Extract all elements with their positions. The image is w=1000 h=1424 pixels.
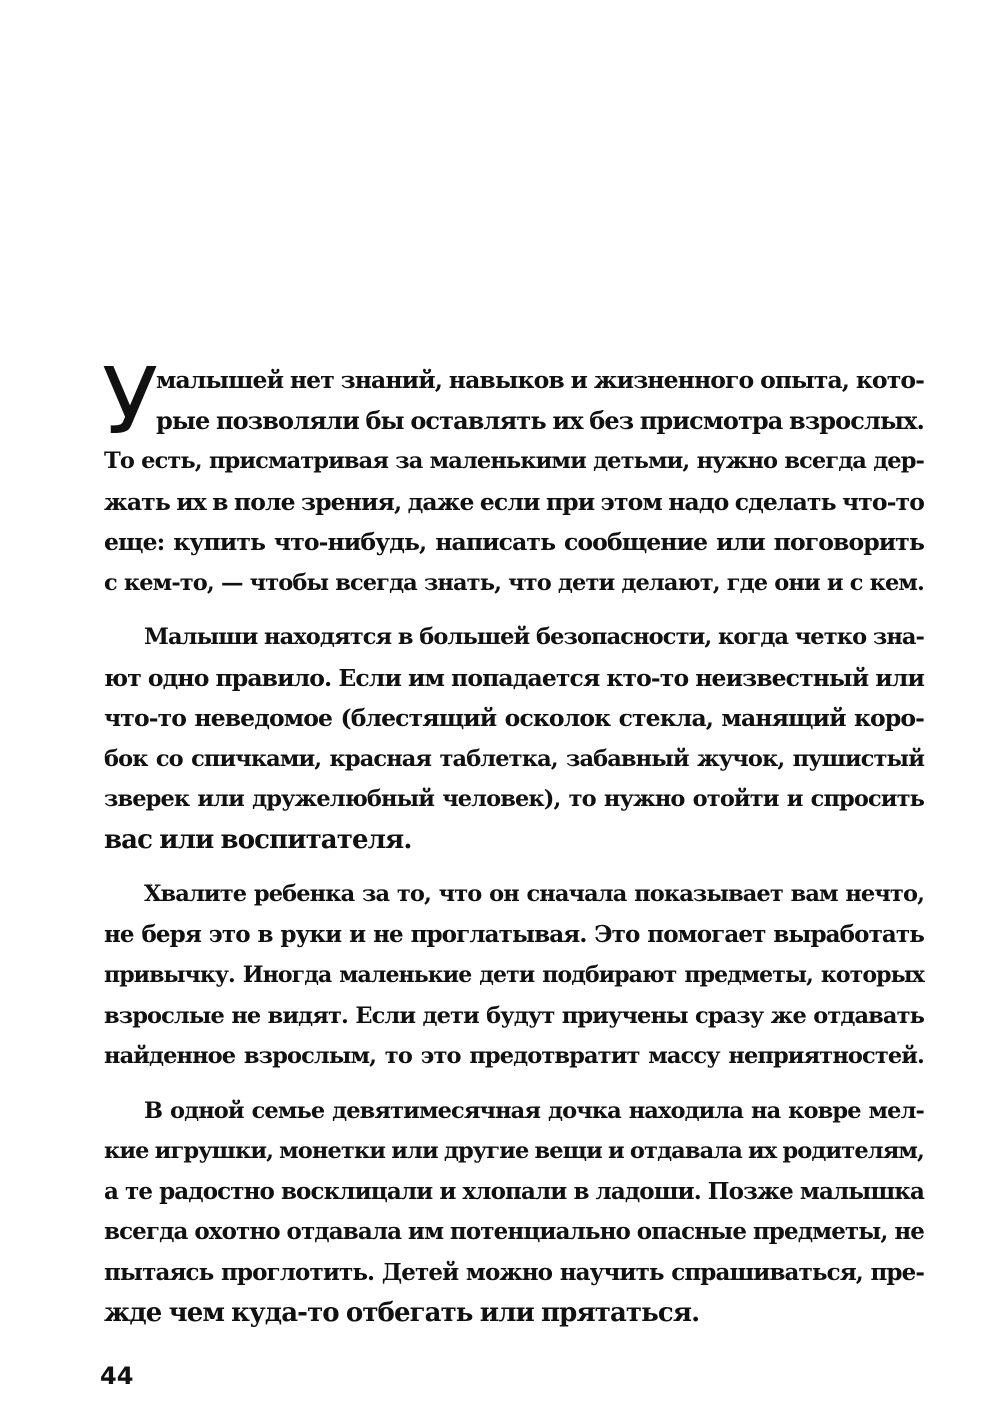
text-line: То есть, присматривая за маленькими детьми, нужно всегда дер-	[104, 448, 924, 474]
text-line: пытаясь проглотить. Детей можно научить спрашиваться, пре-	[104, 1258, 924, 1286]
paragraph-3	[104, 874, 924, 1077]
body-text	[102, 348, 924, 1348]
text-line: Малыши находятся в большей безопасности, когда четко зна-	[144, 624, 924, 650]
text-line: привычку. Иногда маленькие дети подбирают предметы, которых	[104, 962, 924, 988]
text-line: всегда охотно отдавала им потенциально опасные предметы, не	[104, 1218, 924, 1245]
paragraph-1	[102, 348, 924, 603]
drop-cap: У	[102, 348, 159, 455]
text-line: зверек или дружелюбный человек), то нужно отойти и спросить	[104, 786, 924, 812]
text-line: бок со спичками, красная таблетка, забавный жучок, пушистый	[104, 745, 924, 772]
text-line: жде чем куда-то отбегать или прятаться.	[104, 1298, 700, 1328]
text-line: не беря это в руки и не проглатывая. Это помогает выработать	[104, 920, 924, 948]
text-line: рые позволяли бы оставлять их без присмотра взрослых.	[156, 405, 924, 435]
text-line: что-то неведомое (блестящий осколок стекла, манящий коро-	[104, 704, 924, 732]
page-number: 44	[100, 1362, 134, 1390]
text-line: ют одно правило. Если им попадается кто-то неизвестный или	[104, 663, 924, 692]
text-line: вас или воспитателя.	[104, 824, 412, 855]
text-line: еще: купить что-нибудь, написать сообщение или поговорить	[104, 528, 924, 556]
text-line: малышей нет знаний, навыков и жизненного опыта, кото-	[156, 366, 924, 394]
paragraph-2	[104, 617, 924, 860]
text-line: взрослые не видят. Если дети будут приучены сразу же отдавать	[104, 1002, 924, 1029]
text-line: кие игрушки, монетки или другие вещи и отдавала их родителям,	[104, 1138, 924, 1164]
text-line: а те радостно восклицали и хлопали в ладоши. Позже малышка	[104, 1177, 924, 1205]
paragraph-4	[104, 1091, 924, 1334]
text-line: В одной семье девятимесячная дочка находила на ковре мел-	[144, 1097, 924, 1124]
text-line: найденное взрослым, то это предотвратит массу неприятностей.	[104, 1043, 924, 1069]
text-line: жать их в поле зрения, даже если при этом надо сделать что-то	[104, 487, 924, 516]
text-line: с кем-то, — чтобы всегда знать, что дети делают, где они и с кем.	[104, 569, 924, 596]
text-line: Хвалите ребенка за то, что он сначала показывает вам нечто,	[144, 881, 924, 907]
